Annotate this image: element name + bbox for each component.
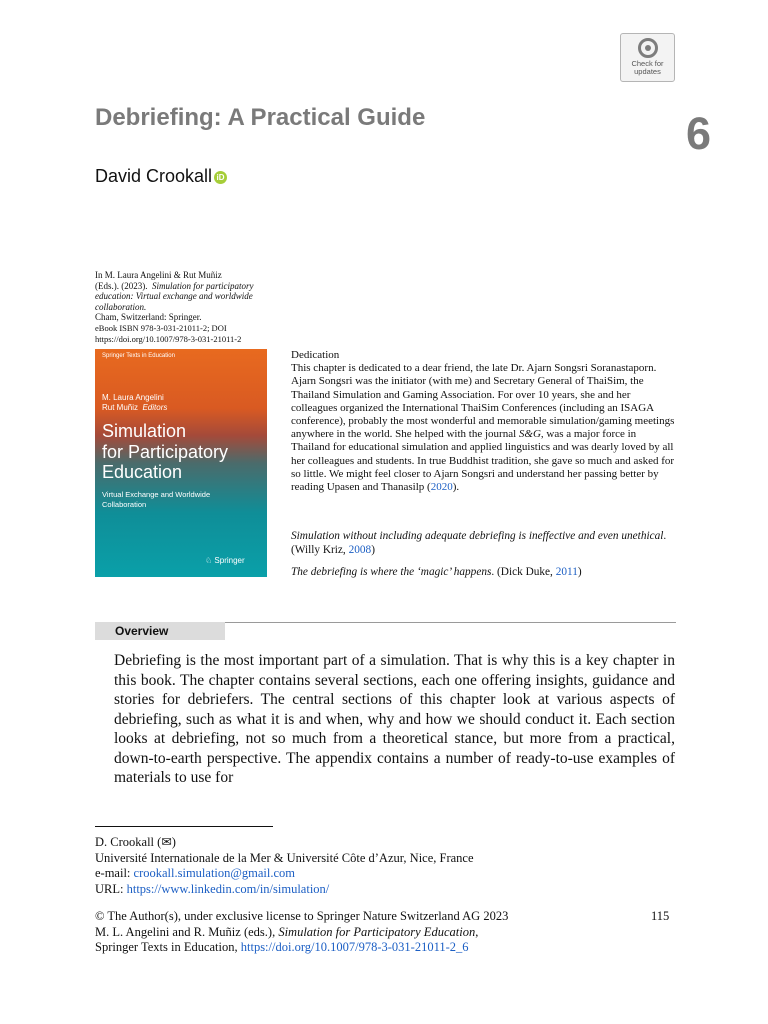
check-for-updates-badge[interactable] bbox=[620, 33, 675, 82]
epigraph-quote-1: Simulation without including adequate debriefing is ineffective and even unethical. (Willy Kriz, 2008) bbox=[291, 530, 667, 556]
citation-book-title: Simulation for participatory education: Virtual exchange and worldwide collaboration. bbox=[95, 280, 254, 312]
affiliation-text: Université Internationale de la Mer & Université Côte d’Azur, Nice, France bbox=[95, 850, 474, 865]
footnote-rule bbox=[95, 826, 273, 827]
crossmark-icon bbox=[638, 38, 658, 58]
badge-label: Check for updates bbox=[631, 59, 664, 76]
ref-link-2008[interactable]: 2008 bbox=[348, 543, 372, 556]
overview-rule bbox=[225, 622, 676, 623]
cover-editors: M. Laura Angelini Rut Muñiz Editors bbox=[102, 393, 168, 412]
chapter-title: Debriefing: A Practical Guide bbox=[95, 104, 426, 131]
ref-link-2020[interactable]: 2020 bbox=[430, 481, 453, 494]
chapter-doi-link[interactable]: https://doi.org/10.1007/978-3-031-21011-2_6 bbox=[240, 940, 469, 954]
chapter-number: 6 bbox=[686, 108, 712, 159]
book-cover-image bbox=[95, 349, 267, 577]
ref-link-2011[interactable]: 2011 bbox=[555, 566, 578, 578]
orcid-icon[interactable]: iD bbox=[214, 171, 227, 184]
envelope-icon[interactable]: ✉ bbox=[161, 835, 172, 849]
copyright-block: © The Author(s), under exclusive license to Springer Nature Switzerland AG 2023 M. L. Angelini and R. Muñiz (eds.), Simulation for Participatory Education, Springer Texts in Education, https://doi.org/10.1007/978-3-031-21011-2_6 bbox=[95, 909, 509, 954]
cover-publisher: ♘ Springer bbox=[205, 556, 245, 565]
overview-label: Overview bbox=[115, 624, 169, 638]
page-number: 115 bbox=[651, 909, 670, 923]
journal-name: S&G bbox=[518, 428, 541, 441]
author-affiliation: D. Crookall (✉) Université Internationale de la Mer & Université Côte d’Azur, Nice, France e-mail: crookall.simulation@gmail.com URL: https://www.linkedin.com/in/simulation/ bbox=[95, 835, 474, 896]
email-link[interactable]: crookall.simulation@gmail.com bbox=[133, 866, 296, 880]
cover-subtitle: Virtual Exchange and Worldwide Collaboration bbox=[102, 490, 211, 509]
author-name: David Crookall bbox=[95, 166, 213, 186]
dedication-block: Dedication This chapter is dedicated to a dear friend, the late Dr. Ajarn Songsri Soranastaporn. Ajarn Songsri was the initiator (with me) and Secretary General of ThaiSim, the Thailand Simulation and Gaming Association. For over 10 years, she and her colleagues organized the International ThaiSim Conferences (including an ISAGA conference), probably the most wonderful and memorable simulation/gaming meetings anywhere in the world. She helped with the journal S&G, was a major force in Thailand for educational simulation and applied linguistics and was dearly loved by all her colleagues and students. In true Buddhist tradition, she gave so much and asked for so little. We might feel closer to Ajarn Songsri and understand her passing better by reading Upasen and Thanasilp (2020). bbox=[291, 349, 675, 494]
citation-block: In M. Laura Angelini & Rut Muñiz (Eds.). (2023). Simulation for participatory education: Virtual exchange and worldwide collaboration. Cham, Switzerland: Springer. eBook ISBN 978-3-031-21011-2; DOI https://doi.org/10.1007/978-3-031-21011-2 bbox=[95, 270, 254, 344]
springer-horse-icon: ♘ bbox=[205, 556, 213, 565]
cover-title: Simulation for Participatory Education bbox=[102, 421, 229, 482]
url-link[interactable]: https://www.linkedin.com/in/simulation/ bbox=[126, 881, 330, 896]
overview-text: Debriefing is the most important part of a simulation. That is why this is a key chapter in this book. The chapter contains several sections, each one offering insights, guidance and stories for debriefers. The central sections of this chapter look at various aspects of debriefing, such as what it is and when, why and how we should conduct it. Each section looks at debriefing, not so much from a theoretical stance, but more from a practical, down-to-earth perspective. The appendix contains a number of ready-to-use examples of materials to use for bbox=[114, 652, 675, 786]
citation-doi: https://doi.org/10.1007/978-3-031-21011-2 bbox=[95, 333, 242, 344]
cover-series: Springer Texts in Education bbox=[102, 353, 175, 359]
dedication-heading: Dedication bbox=[291, 349, 340, 361]
epigraph-quote-2: The debriefing is where the ‘magic’ happens. (Dick Duke, 2011) bbox=[291, 566, 582, 578]
chapter-author bbox=[95, 166, 227, 187]
